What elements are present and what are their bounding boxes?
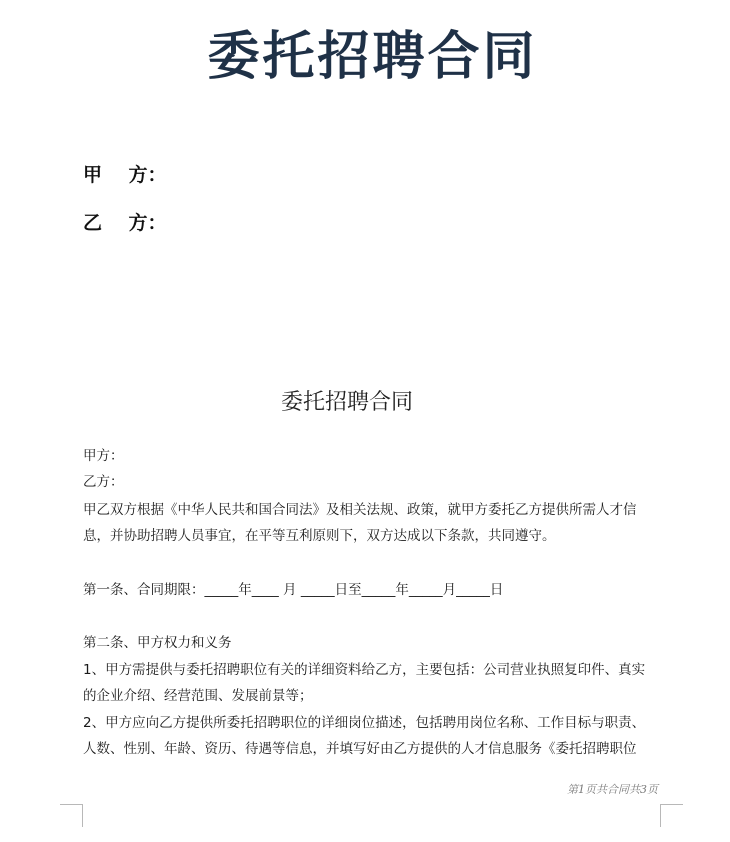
party-a-label: 甲 方： <box>83 164 167 186</box>
page-corner-mark-left <box>60 804 83 827</box>
contract-line-article-2-heading: 第二条、甲方权力和义务 <box>83 635 232 651</box>
contract-line-article-2-item-1b: 的企业介绍、经营范围、发展前景等； <box>83 688 313 704</box>
contract-line-party-b: 乙方： <box>83 474 124 490</box>
contract-line-article-2-item-1a: 1、甲方需提供与委托招聘职位有关的详细资料给乙方，主要包括：公司营业执照复印件、真实 <box>83 662 646 678</box>
contract-line-article-2-item-2b: 人数、性别、年龄、资历、待遇等信息，并填写好由乙方提供的人才信息服务《委托招聘职位 <box>83 741 637 757</box>
contract-line-preamble-1: 甲乙双方根据《中华人民共和国合同法》及相关法规、政策，就甲方委托乙方提供所需人才信 <box>83 502 637 518</box>
page-corner-mark-right <box>660 804 683 827</box>
contract-line-article-2-item-2a: 2、甲方应向乙方提供所委托招聘职位的详细岗位描述，包括聘用岗位名称、工作目标与职责、 <box>83 715 646 731</box>
contract-line-preamble-2: 息，并协助招聘人员事宜，在平等互利原则下，双方达成以下条款，共同遵守。 <box>83 528 556 544</box>
contract-line-term: 第一条、合同期限：_____年____ 月 _____日至_____年_____月_____日 <box>83 582 504 598</box>
contract-title: 委托招聘合同 <box>280 390 413 415</box>
cover-title: 委托招聘合同 <box>207 26 538 87</box>
contract-line-party-a: 甲方： <box>83 448 124 464</box>
party-b-label: 乙 方： <box>83 212 167 234</box>
page-footer: 第1页共合同共3页 <box>567 783 658 796</box>
